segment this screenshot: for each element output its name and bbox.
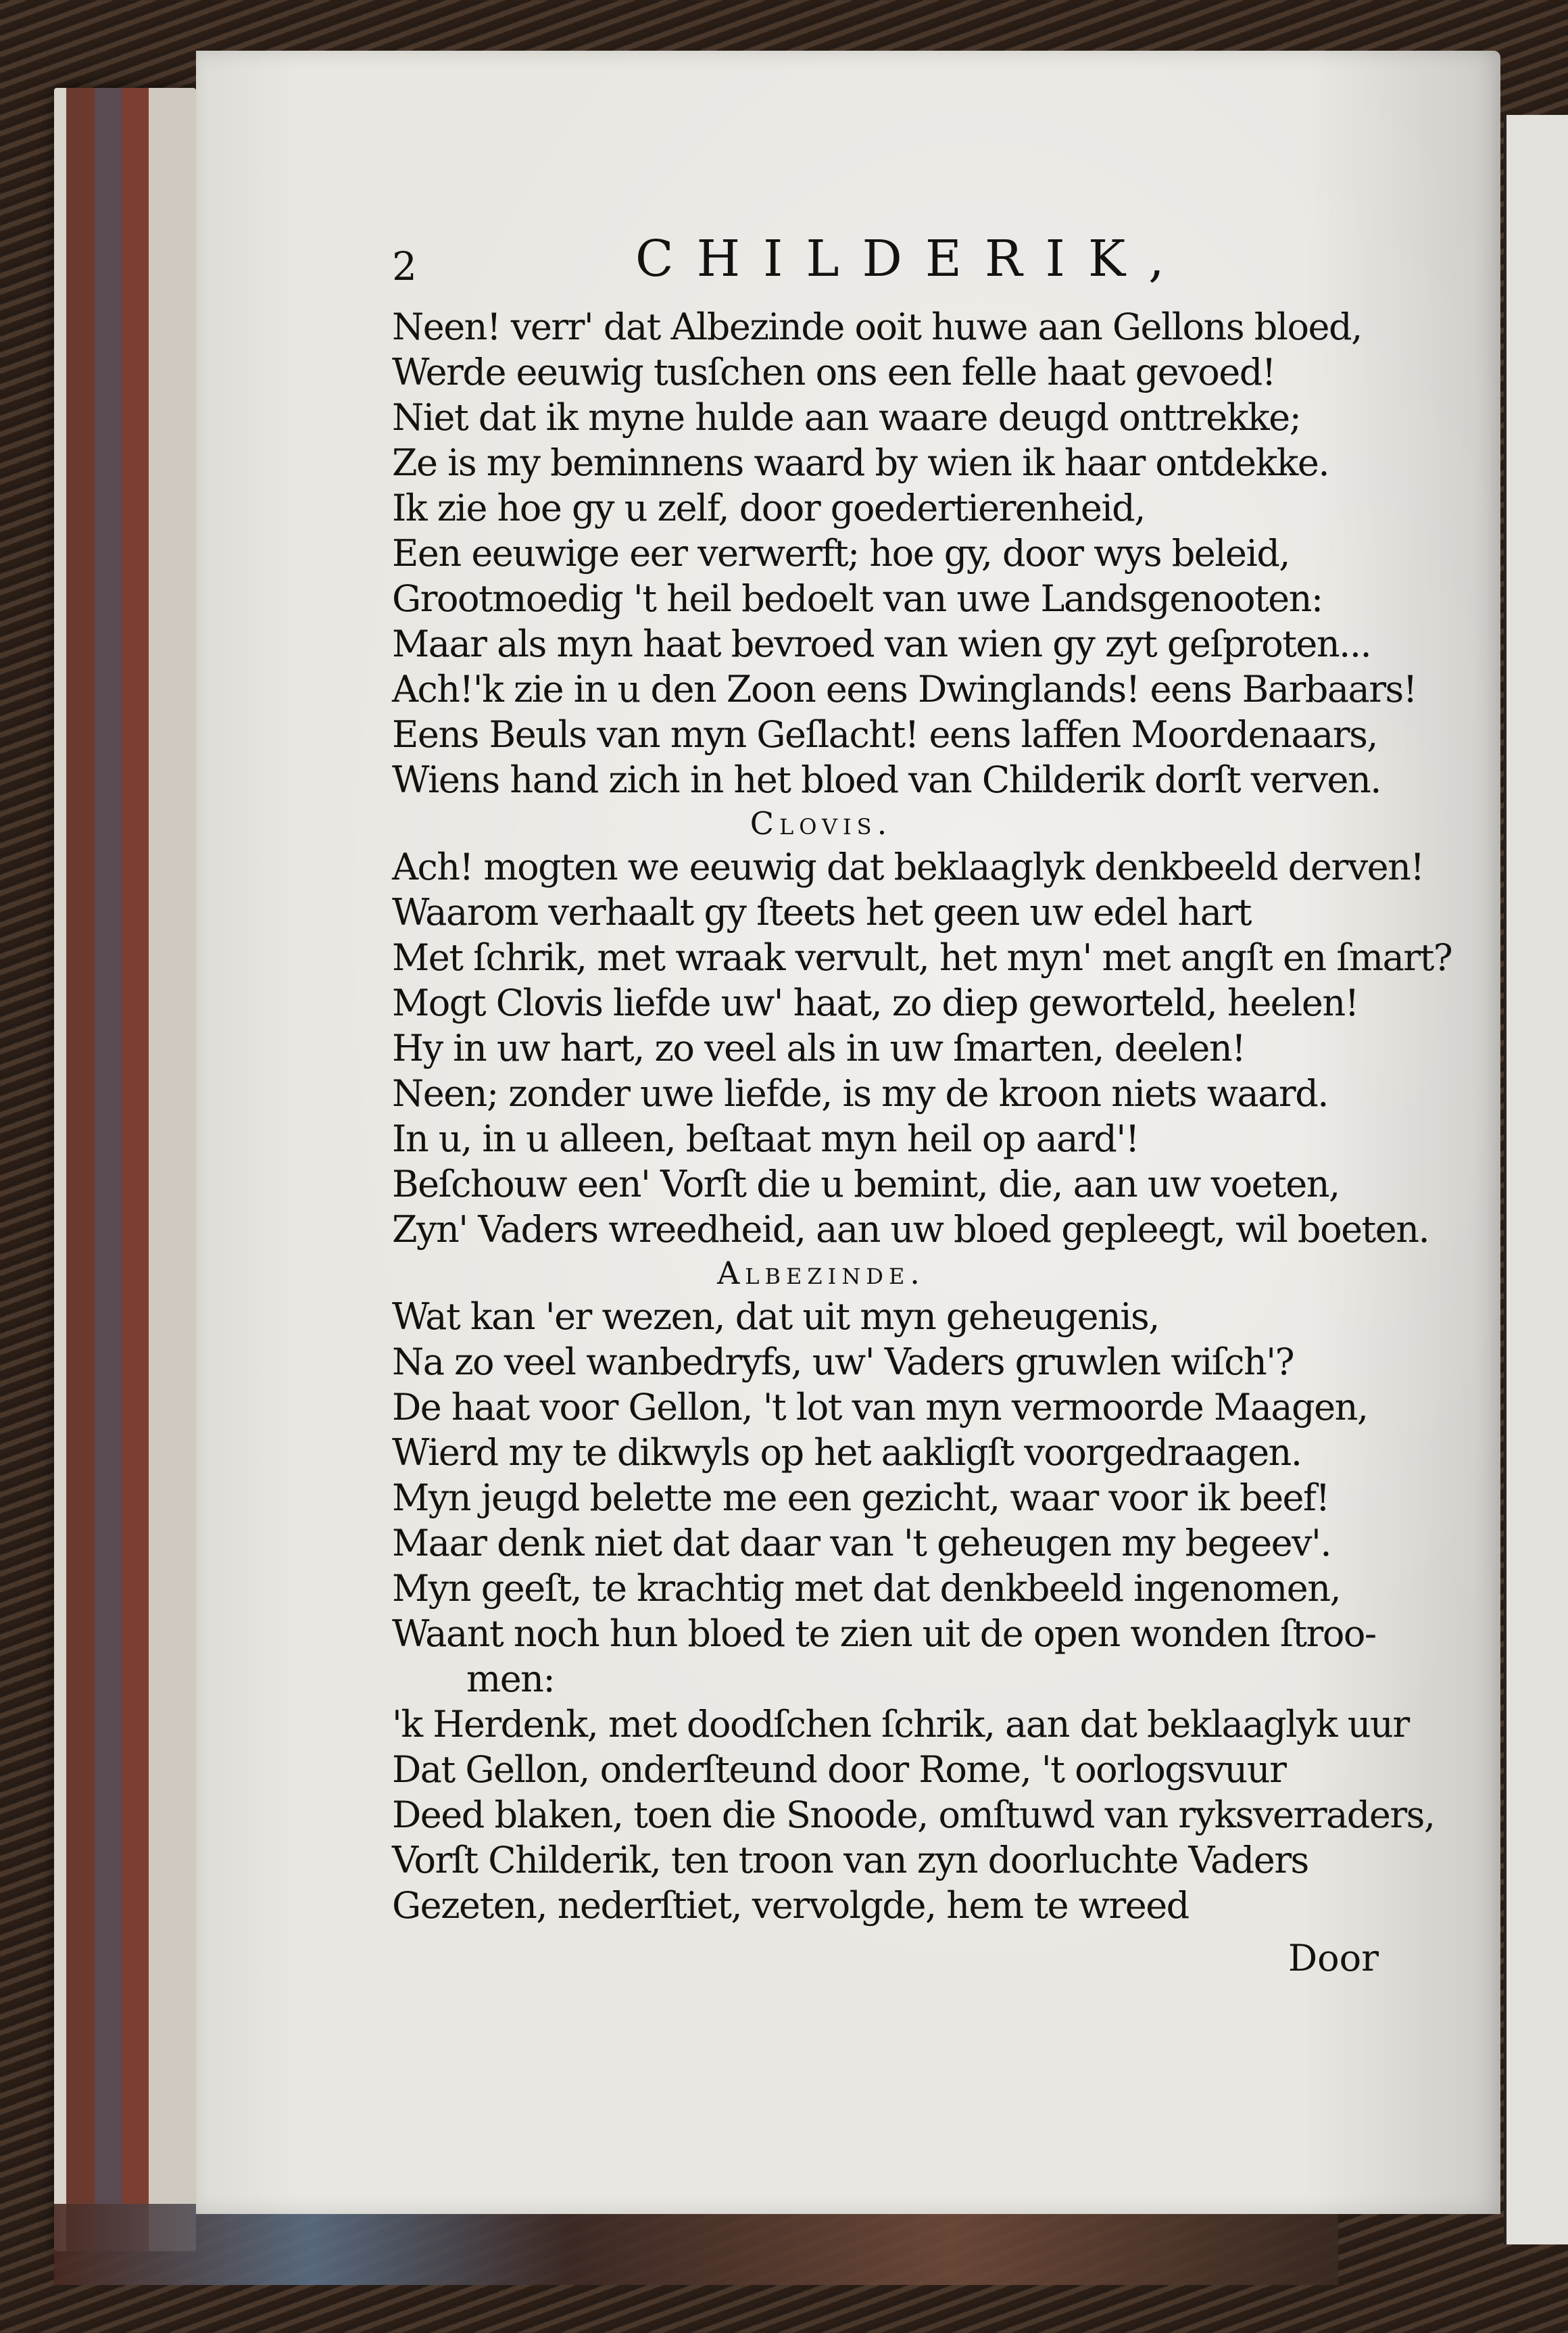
verse-line: Ik zie hoe gy u zelf, door goedertierenheid,: [392, 487, 1145, 529]
page-number: 2: [392, 243, 417, 289]
speaker-name: Clovis.: [750, 805, 893, 842]
verse-line: Eens Beuls van myn Geſlacht! eens laffen Moordenaars,: [392, 713, 1377, 756]
verse-line-continuation: men:: [466, 1658, 555, 1700]
speech-section-3: [392, 1252, 1435, 1928]
verse-line: Wiens hand zich in het bloed van Childerik dorſt verven.: [392, 759, 1381, 801]
verse-line: Waarom verhaalt gy ſteets het geen uw edel hart: [392, 891, 1251, 934]
verse-line: Wat kan 'er wezen, dat uit myn geheugenis,: [392, 1295, 1159, 1338]
next-page-edge: [1504, 115, 1568, 2244]
verse-line: Ze is my beminnens waard by wien ik haar ontdekke.: [392, 441, 1329, 484]
verse-line: Dat Gellon, onderſteund door Rome, 't oorlogsvuur: [392, 1748, 1286, 1791]
speaker-name: Albezinde.: [717, 1255, 925, 1291]
verse-line: Neen; zonder uwe liefde, is my de kroon niets waard.: [392, 1072, 1328, 1115]
verse-line: Deed blaken, toen die Snoode, omſtuwd van ryksverraders,: [392, 1794, 1435, 1836]
verse-line: Met ſchrik, met wraak vervult, het myn' met angſt en ſmart?: [392, 936, 1452, 979]
verse-line: Werde eeuwig tusſchen ons een felle haat gevoed!: [392, 351, 1276, 393]
verse-line: Na zo veel wanbedryfs, uw' Vaders gruwlen wiſch'?: [392, 1341, 1294, 1383]
verse-line: Gezeten, nederſtiet, vervolgde, hem te wreed: [392, 1884, 1189, 1927]
verse-line: Beſchouw een' Vorſt die u bemint, die, aan uw voeten,: [392, 1163, 1340, 1205]
verse-line: Een eeuwige eer verwerft; hoe gy, door wys beleid,: [392, 532, 1290, 575]
running-title: CHILDERIK,: [635, 230, 1187, 288]
verse-line: Niet dat ik myne hulde aan waare deugd onttrekke;: [392, 396, 1301, 439]
verse-line: Zyn' Vaders wreedheid, aan uw bloed gepleegt, wil boeten.: [392, 1208, 1429, 1251]
verse-line: Grootmoedig 't heil bedoelt van uwe Landsgenooten:: [392, 577, 1323, 620]
page-text: [392, 230, 1452, 1989]
verse-line: Myn geeſt, te krachtig met dat denkbeeld ingenomen,: [392, 1567, 1341, 1610]
book-cover-edge: [54, 88, 196, 2251]
verse-line: Ach!'k zie in u den Zoon eens Dwinglands! eens Barbaars!: [392, 668, 1417, 711]
speech-section-1: [392, 304, 1426, 802]
verse-line: Ach! mogten we eeuwig dat beklaaglyk denkbeeld derven!: [392, 846, 1424, 888]
verse-line: Waant noch hun bloed te zien uit de open wonden ſtroo-: [392, 1612, 1376, 1655]
verse-line: Maar denk niet dat daar van 't geheugen my begeev'.: [392, 1522, 1331, 1564]
book-cover-bottom: [54, 2204, 1338, 2285]
verse-line: Mogt Clovis liefde uw' haat, zo diep geworteld, heelen!: [392, 982, 1358, 1024]
verse-line: Neen! verr' dat Albezinde ooit huwe aan Gellons bloed,: [392, 306, 1362, 348]
verse-line: Maar als myn haat bevroed van wien gy zyt geſproten...: [392, 623, 1371, 665]
running-head: [392, 230, 1426, 304]
verse-line: Wierd my te dikwyls op het aakligſt voorgedraagen.: [392, 1431, 1302, 1474]
verse-line: 'k Herdenk, met doodſchen ſchrik, aan dat beklaaglyk uur: [392, 1703, 1409, 1746]
verse-line: In u, in u alleen, beſtaat myn heil op aard'!: [392, 1117, 1139, 1160]
verse-line: Vorſt Childerik, ten troon van zyn doorluchte Vaders: [392, 1839, 1308, 1881]
verse-line: Hy in uw hart, zo veel als in uw ſmarten, deelen!: [392, 1027, 1246, 1069]
verse-line: Myn jeugd belette me een gezicht, waar voor ik beef!: [392, 1476, 1329, 1519]
catchword: Door: [1288, 1937, 1379, 1979]
verse-line: De haat voor Gellon, 't lot van myn vermoorde Maagen,: [392, 1386, 1368, 1428]
speech-section-2: [392, 802, 1452, 1252]
